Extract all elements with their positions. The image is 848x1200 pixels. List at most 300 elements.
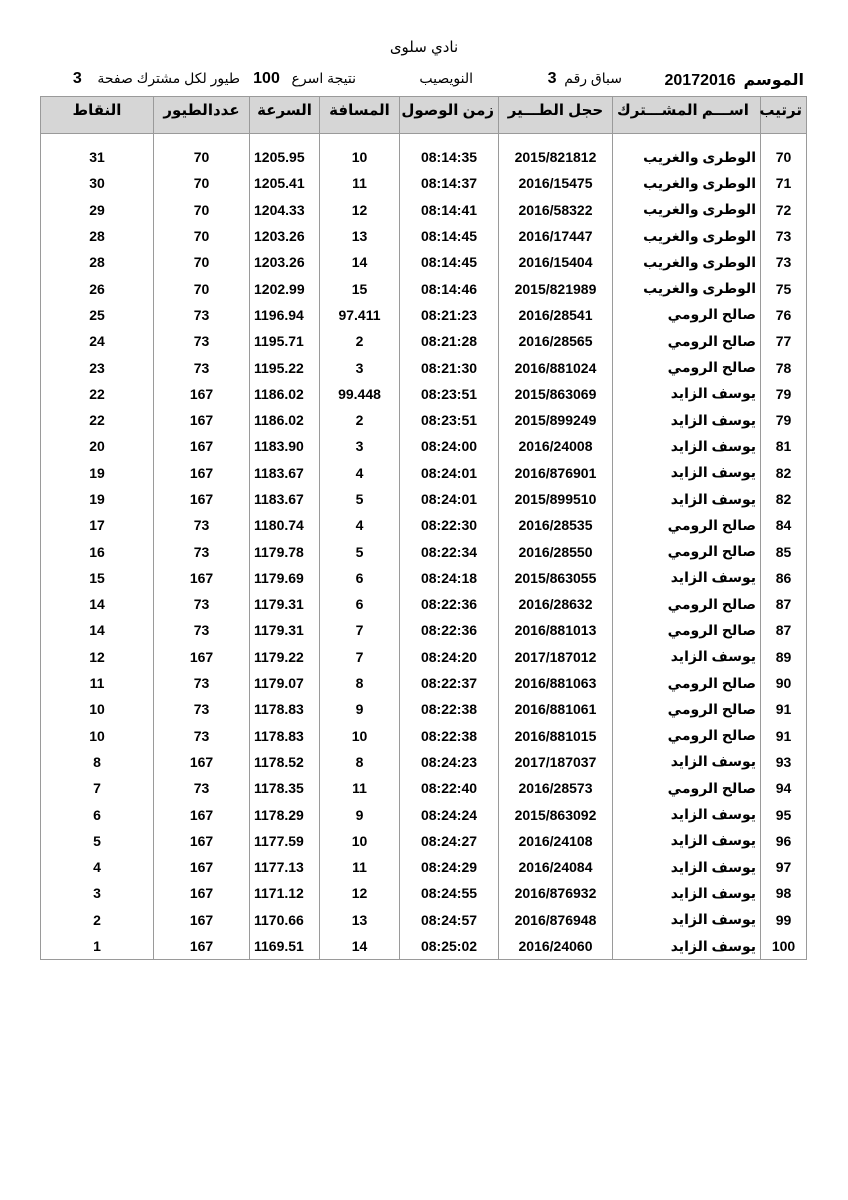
ring-number-cell: 2016/24108	[499, 828, 613, 854]
points-cell: 6	[41, 801, 154, 827]
ring-number-cell: 2015/863055	[499, 565, 613, 591]
speed-cell: 1195.71	[250, 328, 320, 354]
bird-count-cell: 167	[154, 801, 250, 827]
table-row	[41, 197, 807, 223]
rank-cell: 87	[761, 591, 807, 617]
table-row	[41, 381, 807, 407]
table-row	[41, 670, 807, 696]
points-cell: 14	[41, 617, 154, 643]
ring-number-cell: 2016/28535	[499, 512, 613, 538]
arrival-time-cell: 08:14:37	[400, 170, 499, 196]
table-row	[41, 617, 807, 643]
distance-cell: 14	[320, 249, 400, 275]
table-row	[41, 433, 807, 459]
column-header-rank: ترتيب	[761, 97, 807, 134]
bird-count-cell: 167	[154, 381, 250, 407]
ring-number-cell: 2015/863092	[499, 801, 613, 827]
ring-number-cell: 2016/24008	[499, 433, 613, 459]
speed-cell: 1177.13	[250, 854, 320, 880]
speed-cell: 1180.74	[250, 512, 320, 538]
distance-cell: 10	[320, 828, 400, 854]
speed-cell: 1205.41	[250, 170, 320, 196]
arrival-time-cell: 08:23:51	[400, 407, 499, 433]
rank-cell: 72	[761, 197, 807, 223]
distance-cell: 2	[320, 407, 400, 433]
arrival-time-cell: 08:14:45	[400, 223, 499, 249]
season-label: الموسم	[743, 72, 804, 89]
rank-cell: 73	[761, 249, 807, 275]
distance-cell: 11	[320, 775, 400, 801]
rank-cell: 73	[761, 223, 807, 249]
rank-cell: 93	[761, 749, 807, 775]
points-cell: 11	[41, 670, 154, 696]
bird-count-cell: 167	[154, 644, 250, 670]
speed-cell: 1179.07	[250, 670, 320, 696]
rank-cell: 91	[761, 696, 807, 722]
rank-cell: 71	[761, 170, 807, 196]
rank-cell: 86	[761, 565, 807, 591]
ring-number-cell: 2016/881015	[499, 723, 613, 749]
ring-number-cell: 2016/881063	[499, 670, 613, 696]
bird-count-cell: 73	[154, 354, 250, 380]
points-cell: 15	[41, 565, 154, 591]
points-cell: 19	[41, 460, 154, 486]
speed-cell: 1178.52	[250, 749, 320, 775]
speed-cell: 1186.02	[250, 381, 320, 407]
distance-cell: 14	[320, 933, 400, 960]
participant-name-cell: يوسف الزايد	[613, 749, 761, 775]
points-cell: 28	[41, 223, 154, 249]
rank-cell: 87	[761, 617, 807, 643]
distance-cell: 97.411	[320, 302, 400, 328]
table-row	[41, 644, 807, 670]
ring-number-cell: 2016/28632	[499, 591, 613, 617]
arrival-time-cell: 08:21:23	[400, 302, 499, 328]
points-cell: 4	[41, 854, 154, 880]
rank-cell: 95	[761, 801, 807, 827]
distance-cell: 5	[320, 538, 400, 564]
participant-name-cell: يوسف الزايد	[613, 381, 761, 407]
points-cell: 25	[41, 302, 154, 328]
points-cell: 16	[41, 538, 154, 564]
speed-cell: 1179.22	[250, 644, 320, 670]
column-header-points: النقاط	[41, 97, 154, 134]
table-row	[41, 880, 807, 906]
rank-cell: 94	[761, 775, 807, 801]
bird-count-cell: 70	[154, 249, 250, 275]
rank-cell: 77	[761, 328, 807, 354]
ring-number-cell: 2017/187012	[499, 644, 613, 670]
points-cell: 26	[41, 275, 154, 301]
speed-cell: 1177.59	[250, 828, 320, 854]
distance-cell: 7	[320, 644, 400, 670]
participant-name-cell: الوطرى والغريب	[613, 144, 761, 170]
arrival-time-cell: 08:22:40	[400, 775, 499, 801]
ring-number-cell: 2016/876932	[499, 880, 613, 906]
speed-cell: 1204.33	[250, 197, 320, 223]
rank-cell: 90	[761, 670, 807, 696]
bird-count-cell: 73	[154, 670, 250, 696]
rank-cell: 70	[761, 144, 807, 170]
speed-cell: 1183.67	[250, 460, 320, 486]
arrival-time-cell: 08:24:55	[400, 880, 499, 906]
distance-cell: 13	[320, 223, 400, 249]
bird-count-cell: 167	[154, 880, 250, 906]
participant-name-cell: صالح الرومي	[613, 591, 761, 617]
points-cell: 10	[41, 723, 154, 749]
table-row	[41, 275, 807, 301]
speed-cell: 1203.26	[250, 249, 320, 275]
arrival-time-cell: 08:24:57	[400, 907, 499, 933]
ring-number-cell: 2016/24060	[499, 933, 613, 960]
arrival-time-cell: 08:24:23	[400, 749, 499, 775]
arrival-time-cell: 08:22:38	[400, 696, 499, 722]
participant-name-cell: صالح الرومي	[613, 328, 761, 354]
table-row	[41, 591, 807, 617]
participant-name-cell: صالح الرومي	[613, 354, 761, 380]
rank-cell: 84	[761, 512, 807, 538]
participant-name-cell: صالح الرومي	[613, 302, 761, 328]
distance-cell: 6	[320, 565, 400, 591]
fastest-count: 100	[253, 70, 280, 87]
speed-cell: 1179.78	[250, 538, 320, 564]
points-cell: 30	[41, 170, 154, 196]
ring-number-cell: 2016/58322	[499, 197, 613, 223]
distance-cell: 9	[320, 801, 400, 827]
bird-count-cell: 73	[154, 723, 250, 749]
participant-name-cell: يوسف الزايد	[613, 486, 761, 512]
header-row	[41, 97, 807, 134]
race-label: سباق رقم	[564, 70, 622, 86]
participant-name-cell: يوسف الزايد	[613, 880, 761, 906]
arrival-time-cell: 08:14:41	[400, 197, 499, 223]
rank-cell: 82	[761, 460, 807, 486]
column-header-time: زمن الوصول	[400, 97, 499, 134]
bird-count-cell: 73	[154, 512, 250, 538]
participant-name-cell: يوسف الزايد	[613, 907, 761, 933]
arrival-time-cell: 08:21:28	[400, 328, 499, 354]
speed-cell: 1183.90	[250, 433, 320, 459]
season-info	[665, 70, 805, 90]
birds-label: طيور لكل مشترك صفحة	[97, 70, 240, 86]
points-cell: 8	[41, 749, 154, 775]
points-cell: 20	[41, 433, 154, 459]
arrival-time-cell: 08:24:01	[400, 460, 499, 486]
table-row	[41, 565, 807, 591]
rank-cell: 97	[761, 854, 807, 880]
points-cell: 1	[41, 933, 154, 960]
rank-cell: 81	[761, 433, 807, 459]
rank-cell: 82	[761, 486, 807, 512]
speed-cell: 1178.83	[250, 696, 320, 722]
rank-cell: 75	[761, 275, 807, 301]
table-row	[41, 723, 807, 749]
rank-cell: 100	[761, 933, 807, 960]
arrival-time-cell: 08:14:45	[400, 249, 499, 275]
column-header-distance: المسافة	[320, 97, 400, 134]
ring-number-cell: 2015/821812	[499, 144, 613, 170]
speed-cell: 1179.31	[250, 617, 320, 643]
arrival-time-cell: 08:22:37	[400, 670, 499, 696]
arrival-time-cell: 08:24:20	[400, 644, 499, 670]
arrival-time-cell: 08:23:51	[400, 381, 499, 407]
season-value: 20172016	[664, 72, 736, 89]
table-row	[41, 933, 807, 960]
speed-cell: 1178.29	[250, 801, 320, 827]
bird-count-cell: 73	[154, 591, 250, 617]
points-cell: 17	[41, 512, 154, 538]
rank-cell: 76	[761, 302, 807, 328]
arrival-time-cell: 08:24:29	[400, 854, 499, 880]
bird-count-cell: 70	[154, 197, 250, 223]
arrival-time-cell: 08:24:24	[400, 801, 499, 827]
speed-cell: 1170.66	[250, 907, 320, 933]
distance-cell: 13	[320, 907, 400, 933]
column-header-name: اســـم المشـــترك	[613, 97, 761, 134]
participant-name-cell: الوطرى والغريب	[613, 170, 761, 196]
distance-cell: 3	[320, 433, 400, 459]
distance-cell: 7	[320, 617, 400, 643]
result-label: نتيجة اسرع	[291, 70, 356, 86]
points-cell: 12	[41, 644, 154, 670]
bird-count-cell: 167	[154, 907, 250, 933]
ring-number-cell: 2016/17447	[499, 223, 613, 249]
ring-number-cell: 2016/881013	[499, 617, 613, 643]
column-header-birds: عددالطيور	[154, 97, 250, 134]
points-cell: 22	[41, 381, 154, 407]
arrival-time-cell: 08:22:38	[400, 723, 499, 749]
table-row	[41, 907, 807, 933]
arrival-time-cell: 08:24:18	[400, 565, 499, 591]
arrival-time-cell: 08:22:36	[400, 617, 499, 643]
bird-count-cell: 73	[154, 538, 250, 564]
ring-number-cell: 2016/876901	[499, 460, 613, 486]
participant-name-cell: يوسف الزايد	[613, 828, 761, 854]
ring-number-cell: 2016/881061	[499, 696, 613, 722]
speed-cell: 1179.31	[250, 591, 320, 617]
rank-cell: 79	[761, 407, 807, 433]
arrival-time-cell: 08:21:30	[400, 354, 499, 380]
ring-number-cell: 2016/15404	[499, 249, 613, 275]
speed-cell: 1169.51	[250, 933, 320, 960]
arrival-time-cell: 08:14:35	[400, 144, 499, 170]
distance-cell: 4	[320, 512, 400, 538]
participant-name-cell: الوطرى والغريب	[613, 275, 761, 301]
table-row	[41, 696, 807, 722]
speed-cell: 1205.95	[250, 144, 320, 170]
distance-cell: 12	[320, 197, 400, 223]
table-row	[41, 775, 807, 801]
table-row	[41, 801, 807, 827]
speed-cell: 1195.22	[250, 354, 320, 380]
participant-name-cell: صالح الرومي	[613, 670, 761, 696]
ring-number-cell: 2015/899249	[499, 407, 613, 433]
bird-count-cell: 167	[154, 828, 250, 854]
race-number: 3	[547, 70, 557, 87]
ring-number-cell: 2016/28565	[499, 328, 613, 354]
points-cell: 23	[41, 354, 154, 380]
table-row	[41, 223, 807, 249]
participant-name-cell: الوطرى والغريب	[613, 249, 761, 275]
participant-name-cell: يوسف الزايد	[613, 407, 761, 433]
table-row	[41, 407, 807, 433]
bird-count-cell: 73	[154, 775, 250, 801]
table-row	[41, 170, 807, 196]
table-row	[41, 144, 807, 170]
participant-name-cell: صالح الرومي	[613, 775, 761, 801]
bird-count-cell: 73	[154, 617, 250, 643]
participant-name-cell: يوسف الزايد	[613, 460, 761, 486]
points-cell: 19	[41, 486, 154, 512]
ring-number-cell: 2017/187037	[499, 749, 613, 775]
speed-cell: 1178.83	[250, 723, 320, 749]
table-row	[41, 512, 807, 538]
distance-cell: 6	[320, 591, 400, 617]
participant-name-cell: صالح الرومي	[613, 512, 761, 538]
bird-count-cell: 73	[154, 328, 250, 354]
distance-cell: 9	[320, 696, 400, 722]
bird-count-cell: 70	[154, 144, 250, 170]
participant-name-cell: الوطرى والغريب	[613, 197, 761, 223]
participant-name-cell: يوسف الزايد	[613, 433, 761, 459]
spacer-row	[41, 134, 807, 145]
points-cell: 14	[41, 591, 154, 617]
bird-count-cell: 70	[154, 170, 250, 196]
participant-name-cell: يوسف الزايد	[613, 644, 761, 670]
points-cell: 5	[41, 828, 154, 854]
points-cell: 3	[41, 880, 154, 906]
bird-count-cell: 167	[154, 460, 250, 486]
rank-cell: 89	[761, 644, 807, 670]
participant-name-cell: يوسف الزايد	[613, 854, 761, 880]
results-body	[41, 134, 807, 960]
bird-count-cell: 167	[154, 486, 250, 512]
table-row	[41, 354, 807, 380]
points-cell: 31	[41, 144, 154, 170]
speed-cell: 1203.26	[250, 223, 320, 249]
participant-name-cell: يوسف الزايد	[613, 933, 761, 960]
table-row	[41, 828, 807, 854]
column-header-speed: السرعة	[250, 97, 320, 134]
speed-cell: 1171.12	[250, 880, 320, 906]
participant-name-cell: الوطرى والغريب	[613, 223, 761, 249]
participant-name-cell: صالح الرومي	[613, 538, 761, 564]
arrival-time-cell: 08:24:01	[400, 486, 499, 512]
table-row	[41, 538, 807, 564]
fastest-info	[253, 70, 356, 88]
ring-number-cell: 2015/821989	[499, 275, 613, 301]
column-header-ring: حجل الطـــير	[499, 97, 613, 134]
speed-cell: 1183.67	[250, 486, 320, 512]
arrival-time-cell: 08:22:36	[400, 591, 499, 617]
page-number: 3	[72, 70, 82, 87]
points-cell: 10	[41, 696, 154, 722]
points-cell: 22	[41, 407, 154, 433]
bird-count-cell: 167	[154, 407, 250, 433]
ring-number-cell: 2016/881024	[499, 354, 613, 380]
distance-cell: 15	[320, 275, 400, 301]
distance-cell: 2	[320, 328, 400, 354]
ring-number-cell: 2016/28550	[499, 538, 613, 564]
rank-cell: 79	[761, 381, 807, 407]
points-cell: 28	[41, 249, 154, 275]
distance-cell: 5	[320, 486, 400, 512]
arrival-time-cell: 08:25:02	[400, 933, 499, 960]
distance-cell: 3	[320, 354, 400, 380]
table-row	[41, 328, 807, 354]
bird-count-cell: 70	[154, 275, 250, 301]
bird-count-cell: 167	[154, 565, 250, 591]
arrival-time-cell: 08:24:27	[400, 828, 499, 854]
distance-cell: 8	[320, 670, 400, 696]
bird-count-cell: 73	[154, 696, 250, 722]
rank-cell: 96	[761, 828, 807, 854]
speed-cell: 1179.69	[250, 565, 320, 591]
rank-cell: 91	[761, 723, 807, 749]
distance-cell: 10	[320, 144, 400, 170]
bird-count-cell: 73	[154, 302, 250, 328]
table-row	[41, 486, 807, 512]
ring-number-cell: 2016/28541	[499, 302, 613, 328]
points-cell: 24	[41, 328, 154, 354]
bird-count-cell: 70	[154, 223, 250, 249]
bird-count-cell: 167	[154, 433, 250, 459]
distance-cell: 12	[320, 880, 400, 906]
arrival-time-cell: 08:14:46	[400, 275, 499, 301]
distance-cell: 11	[320, 170, 400, 196]
distance-cell: 10	[320, 723, 400, 749]
race-location: النويصيب	[419, 70, 473, 86]
bird-count-cell: 167	[154, 933, 250, 960]
participant-name-cell: صالح الرومي	[613, 617, 761, 643]
ring-number-cell: 2016/876948	[499, 907, 613, 933]
speed-cell: 1196.94	[250, 302, 320, 328]
ring-number-cell: 2015/863069	[499, 381, 613, 407]
ring-number-cell: 2015/899510	[499, 486, 613, 512]
arrival-time-cell: 08:22:34	[400, 538, 499, 564]
ring-number-cell: 2016/24084	[499, 854, 613, 880]
participant-name-cell: يوسف الزايد	[613, 565, 761, 591]
bird-count-cell: 167	[154, 854, 250, 880]
participant-name-cell: يوسف الزايد	[613, 801, 761, 827]
points-cell: 7	[41, 775, 154, 801]
rank-cell: 98	[761, 880, 807, 906]
distance-cell: 11	[320, 854, 400, 880]
rank-cell: 99	[761, 907, 807, 933]
results-table	[40, 96, 807, 960]
rank-cell: 85	[761, 538, 807, 564]
speed-cell: 1178.35	[250, 775, 320, 801]
page-info	[73, 70, 240, 88]
participant-name-cell: صالح الرومي	[613, 723, 761, 749]
speed-cell: 1202.99	[250, 275, 320, 301]
ring-number-cell: 2016/15475	[499, 170, 613, 196]
rank-cell: 78	[761, 354, 807, 380]
points-cell: 2	[41, 907, 154, 933]
table-row	[41, 749, 807, 775]
ring-number-cell: 2016/28573	[499, 775, 613, 801]
arrival-time-cell: 08:22:30	[400, 512, 499, 538]
table-row	[41, 302, 807, 328]
arrival-time-cell: 08:24:00	[400, 433, 499, 459]
table-row	[41, 854, 807, 880]
participant-name-cell: صالح الرومي	[613, 696, 761, 722]
table-row	[41, 460, 807, 486]
table-row	[41, 249, 807, 275]
race-info	[548, 70, 622, 88]
distance-cell: 99.448	[320, 381, 400, 407]
bird-count-cell: 167	[154, 749, 250, 775]
